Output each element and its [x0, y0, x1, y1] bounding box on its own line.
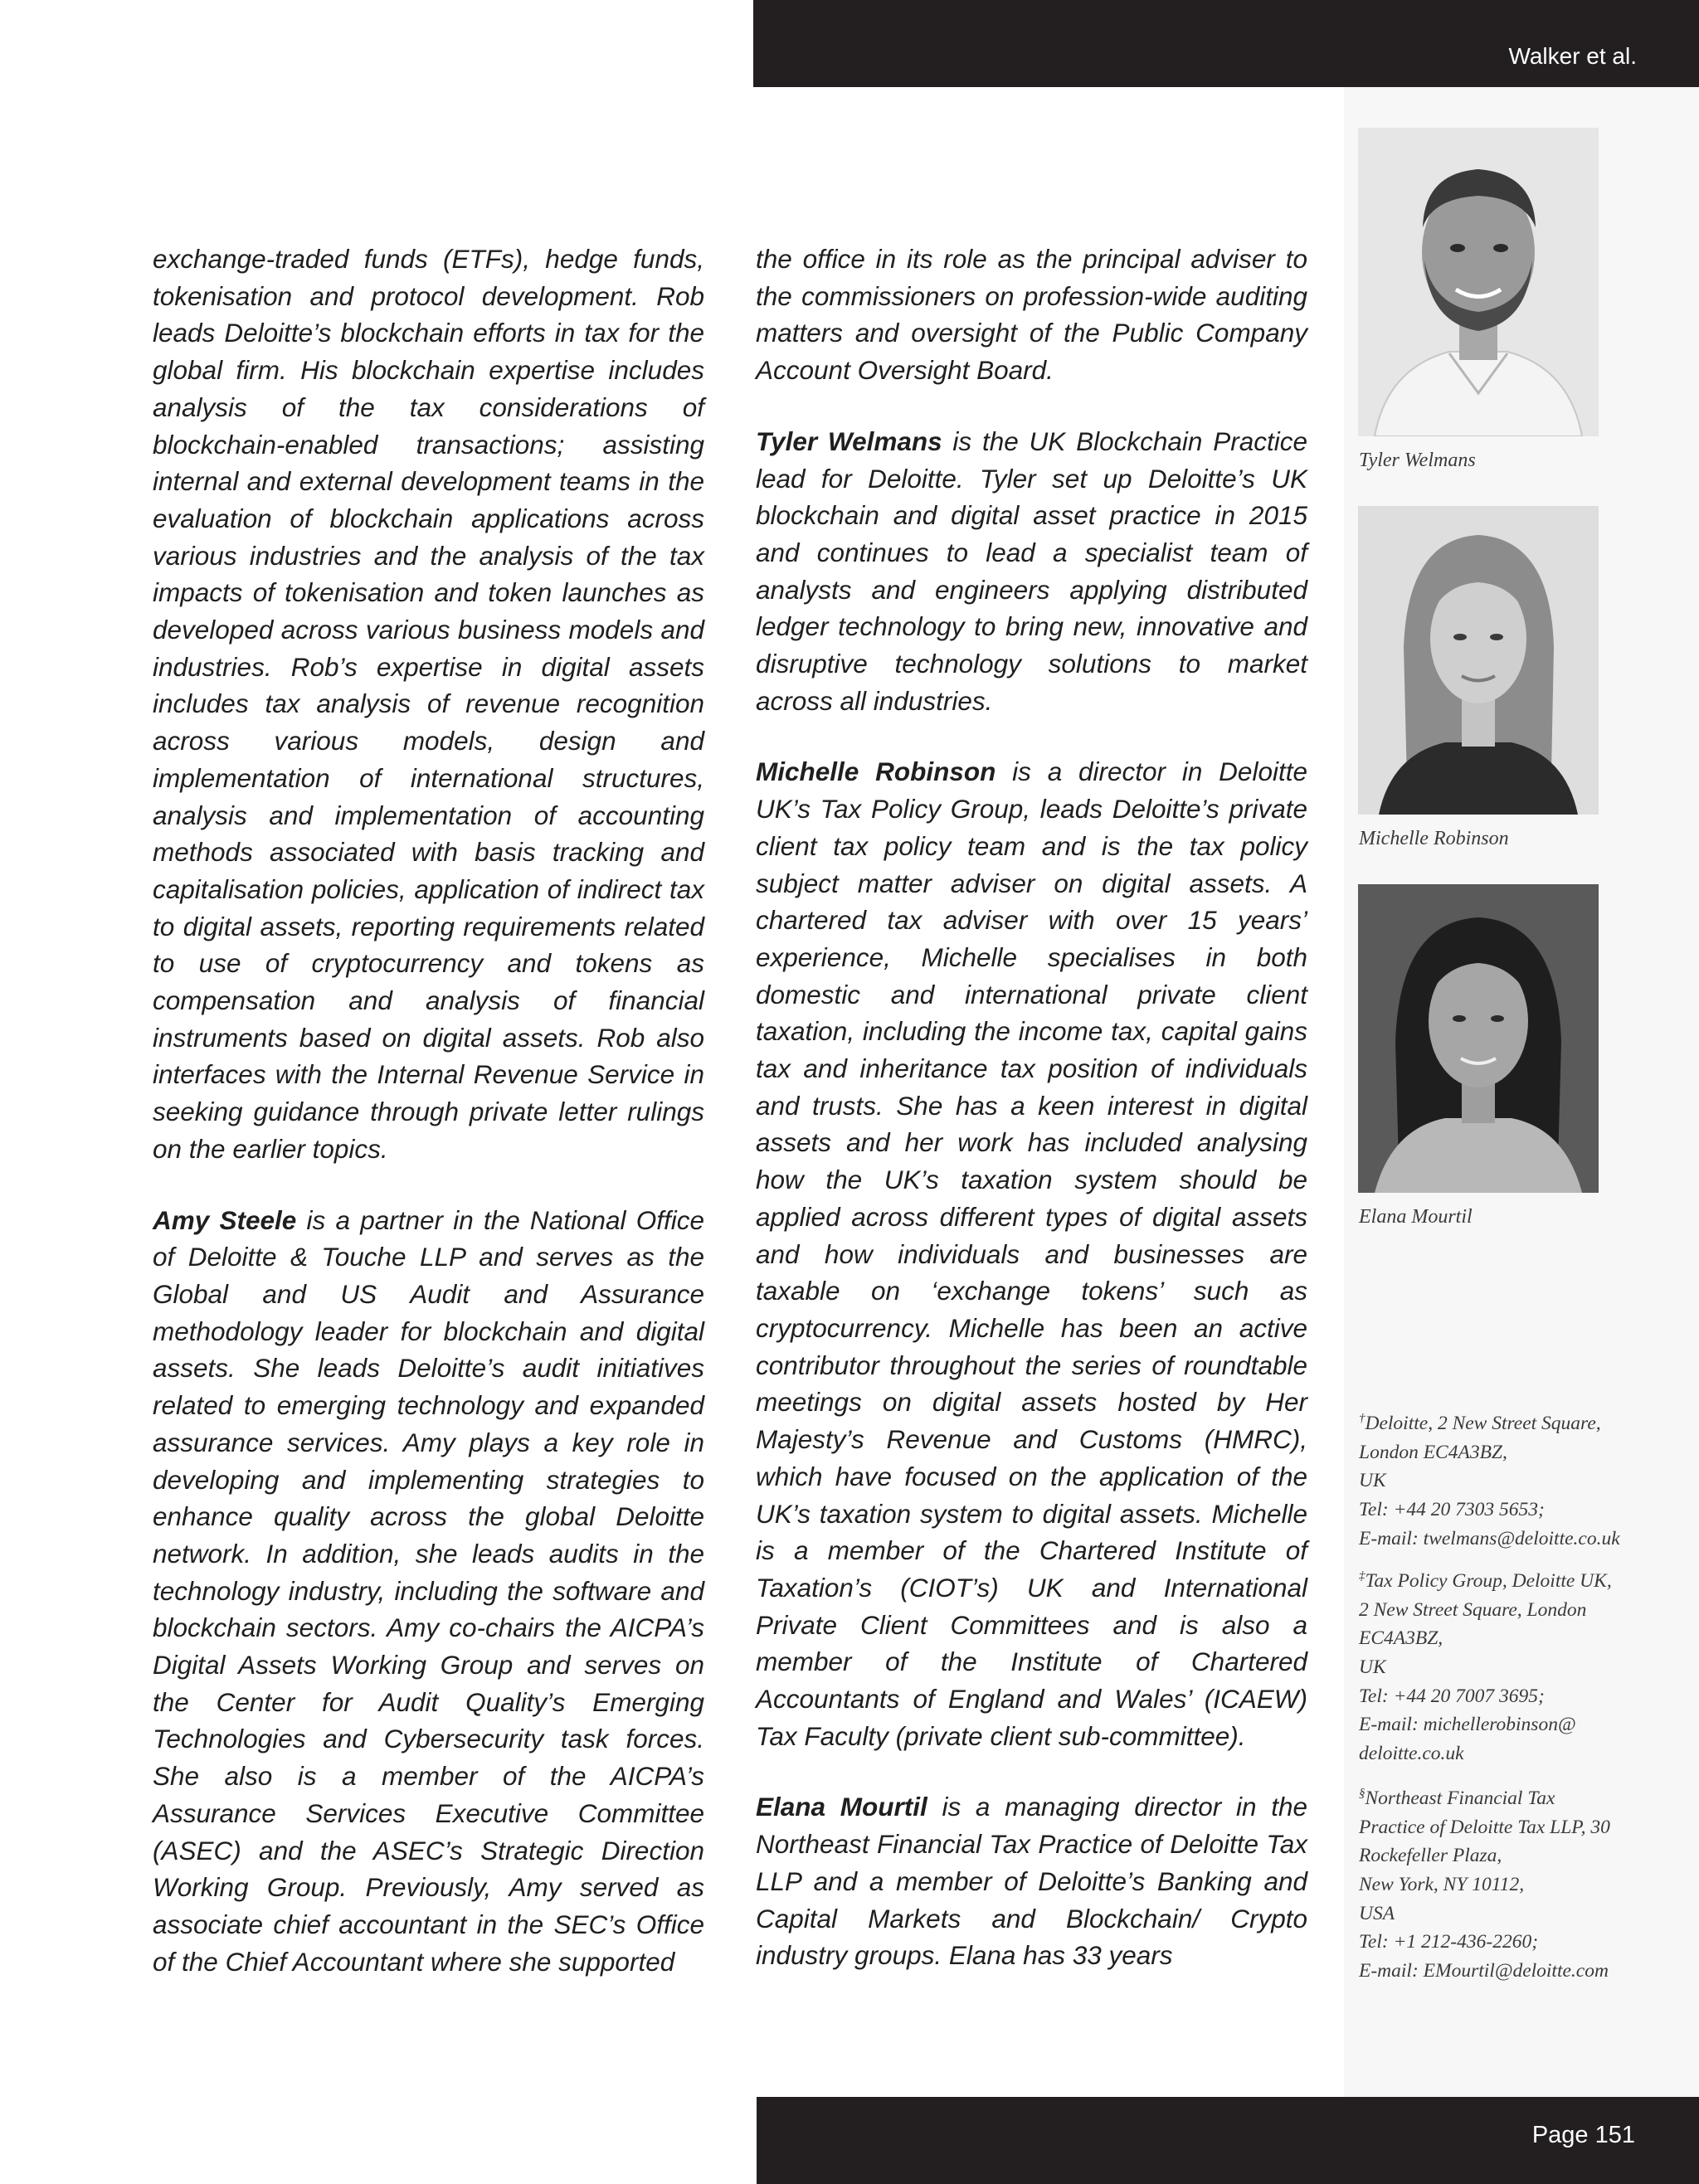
paragraph-amy-steele: Amy Steele is a partner in the National Office of Deloitte & Touche LLP and serves as the Global and US Audit and Assurance methodology leader for blockchain and digital assets. She leads Deloitte’s audit initiatives related to emerging technology and expanded assurance services. Amy plays a key role in developing and implementing strategies to enhance quality across the global Deloitte network. In addition, she leads audits in the technology industry, including the software and blockchain sectors. Amy co-chairs the AICPA’s Digital Assets Working Group and serves on the Center for Audit Quality’s Emerging Technologies and Cybersecurity task forces. She also is a member of the AICPA’s Assurance Services Executive Committee (ASEC) and the ASEC’s Strategic Direction Working Group. Previously, Amy served as associate chief accountant in the SEC’s Office of the Chief Accountant where she supported [153, 1204, 704, 1977]
paragraph-amy-continued: the office in its role as the principal adviser to the commissioners on profession-wide auditing matters and oversight of the Public Company Account Oversight Board. [756, 244, 1307, 386]
running-head: Walker et al. [1508, 43, 1637, 69]
paragraph-tyler-welmans: Tyler Welmans is the UK Blockchain Practice lead for Deloitte. Tyler set up Deloitte’s UK blockchain and digital asset practice in 2015 and continues to lead a specialist team of analysts and engineers applying distributed ledger technology to bring new, innovative and disruptive technology solutions to market across all industries. [756, 426, 1307, 716]
photo-michelle-robinson [1358, 506, 1599, 815]
photo-elana-mourtil [1358, 884, 1599, 1193]
paragraph-elana-mourtil: Elana Mourtil is a managing director in the Northeast Financial Tax Practice of Deloitte Tax LLP and a member of Deloitte’s Banking and Capital Markets and Blockchain/ Crypto industry groups. Elana has 33 years [756, 1792, 1307, 1971]
author-name-tyler-welmans: Tyler Welmans [756, 426, 942, 456]
author-name-amy-steele: Amy Steele [153, 1204, 297, 1235]
paragraph-michelle-robinson: Michelle Robinson is a director in Deloitte UK’s Tax Policy Group, leads Deloitte’s private client tax policy team and is the tax policy subject matter adviser on digital assets. A chartered tax adviser with over 15 years’ experience, Michelle specialises in both domestic and international private client taxation, including the income tax, capital gains tax and inheritance tax position of individuals and trusts. She has a keen interest in digital assets and her work has included analysing how the UK’s taxation system should be applied across different types of digital assets and how individuals and businesses are taxable on ‘exchange tokens’ such as cryptocurrency. Michelle has been an active contributor throughout the series of roundtable meetings on digital assets hosted by Her Majesty’s Revenue and Customs (HMRC), which have focused on the application of the UK’s taxation system to digital assets. Michelle is a member of the Chartered Institute of Taxation’s (CIOT’s) UK and International Private Client Committees and is also a member of the Institute of Chartered Accountants of England and Wales’ (ICAEW) Tax Faculty (private client sub-committee). [756, 756, 1307, 1751]
email-link-michelle[interactable]: E-mail: michellerobinson@ [1359, 1714, 1576, 1736]
paragraph-rob-bio: exchange-traded funds (ETFs), hedge funds, tokenisation and protocol development. Rob leads Deloitte’s blockchain efforts in tax for the global firm. His blockchain expertise includes analysis of the tax considerations of blockchain-enabled transactions; assisting internal and external development teams in the evaluation of blockchain applications across various industries and the analysis of the tax impacts of tokenisation and token launches as developed across various business models and industries. Rob’s expertise in digital assets includes tax analysis of revenue recognition across various models, design and implementation of international structures, analysis and implementation of accounting methods associated with basis tracking and capitalisation policies, application of indirect tax to digital assets, reporting requirements related to use of cryptocurrency and tokens as compensation and analysis of financial instruments based on digital assets. Rob also interfaces with the Internal Revenue Service in seeking guidance through private letter rulings on the earlier topics. [153, 244, 704, 1164]
email-link-elana[interactable]: E-mail: EMourtil@deloitte.com [1359, 1960, 1609, 1982]
footer-bar [757, 2097, 1699, 2184]
affiliation-tyler-welmans: †Deloitte, 2 New Street Square, London EC4A3BZ, UK Tel: +44 20 7303 5653; E-mail: twelmans@deloitte.co.uk [1359, 1404, 1608, 1553]
affiliation-michelle-robinson: ‡Tax Policy Group, Deloitte UK, 2 New Street Square, London EC4A3BZ, UK Tel: +44 20 7007 3695; E-mail: michellerobinson@ deloitte.co.uk [1359, 1569, 1612, 1765]
left-column [153, 241, 704, 2014]
page-number: Page 151 [1531, 2122, 1635, 2148]
header-bar [753, 0, 1699, 87]
caption-michelle-robinson: Michelle Robinson [1359, 828, 1509, 849]
affiliation-elana-mourtil: §Northeast Financial Tax Practice of Deloitte Tax LLP, 30 Rockefeller Plaza, New York, NY 10112, USA Tel: +1 212-436-2260; E-mail: EMourtil@deloitte.com [1359, 1779, 1608, 1986]
author-name-michelle-robinson: Michelle Robinson [756, 756, 996, 787]
email-link-tyler[interactable]: E-mail: twelmans@deloitte.co.uk [1359, 1527, 1620, 1549]
caption-tyler-welmans: Tyler Welmans [1359, 450, 1476, 471]
caption-elana-mourtil: Elana Mourtil [1359, 1206, 1473, 1228]
middle-column [756, 241, 1307, 2008]
author-name-elana-mourtil: Elana Mourtil [756, 1792, 927, 1822]
photo-tyler-welmans [1358, 128, 1599, 436]
